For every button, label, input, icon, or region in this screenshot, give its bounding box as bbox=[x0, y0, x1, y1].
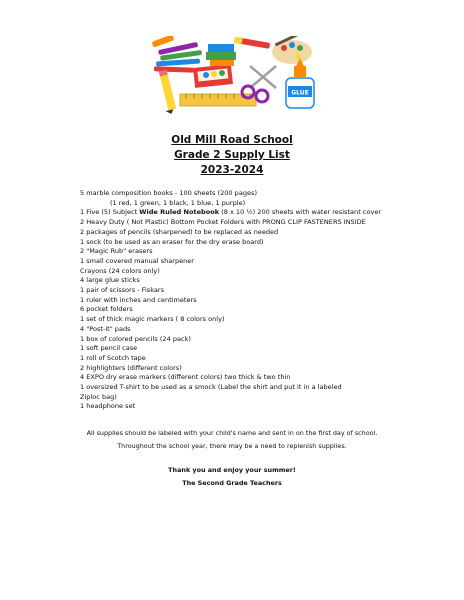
list-item: 1 soft pencil case bbox=[80, 344, 138, 353]
list-item: 4 large glue sticks bbox=[80, 276, 140, 285]
list-item: 2 Heavy Duty ( Not Plastic) Bottom Pocket Folders with PRONG CLIP FASTENERS INSIDE bbox=[80, 218, 366, 227]
pencil-icon bbox=[159, 70, 176, 114]
paint-palette-icon bbox=[272, 36, 312, 64]
list-item: 2 highlighters (different colors) bbox=[80, 363, 182, 372]
thank-you-line: Thank you and enjoy your summer! bbox=[168, 466, 296, 474]
list-item: 2 packages of pencils (sharpened) to be replaced as needed bbox=[80, 227, 279, 236]
crayons-icon bbox=[152, 36, 203, 73]
list-item: 1 small covered manual sharpener bbox=[80, 256, 195, 265]
signature-line: The Second Grade Teachers bbox=[182, 479, 282, 487]
supply-list bbox=[80, 189, 455, 412]
list-item: (1 red, 1 green, 1 black, 1 blue, 1 purple) bbox=[110, 198, 246, 207]
list-item: 1 sock (to be used as an eraser for the dry erase board) bbox=[80, 237, 264, 246]
glue-label: GLUE bbox=[291, 89, 309, 97]
paint-box-icon bbox=[193, 64, 233, 88]
glue-bottle-icon bbox=[286, 58, 314, 108]
bold-phrase: Wide Ruled Notebook bbox=[139, 208, 220, 217]
list-item: 6 pocket folders bbox=[80, 305, 133, 314]
scissors-icon bbox=[242, 66, 276, 102]
list-item: 1 oversized T-shirt to be used as a smock (Label the shirt and put it in a labeled bbox=[80, 383, 342, 392]
replenish-note: Throughout the school year, there may be a need to replenish supplies. bbox=[117, 442, 347, 450]
list-item: 1 pair of scissors - Fiskars bbox=[80, 286, 164, 295]
list-item: Ziploc bag) bbox=[80, 392, 117, 401]
list-item: 4 "Post-it" pads bbox=[80, 324, 131, 333]
label-note: All supplies should be labeled with your child's name and sent in on the first day of school. bbox=[86, 429, 378, 437]
list-item: 5 marble composition books - 100 sheets (200 pages) bbox=[80, 189, 257, 197]
school-name: Old Mill Road School bbox=[171, 134, 293, 146]
books-icon bbox=[206, 44, 236, 66]
marker-icon bbox=[234, 37, 270, 49]
school-supplies-clipart bbox=[150, 36, 318, 114]
list-item: 1 ruler with inches and centimeters bbox=[80, 295, 197, 304]
list-item: 1 box of colored pencils (24 pack) bbox=[80, 334, 191, 343]
school-year: 2023-2024 bbox=[200, 164, 264, 176]
list-item: 1 set of thick magic markers ( 8 colors only) bbox=[80, 315, 225, 324]
list-item: 4 EXPO dry erase markers (different colors) two thick & two thin bbox=[80, 373, 291, 382]
list-item: 2 "Magic Rub" erasers bbox=[80, 247, 153, 256]
list-item: 1 Five (5) Subject Wide Ruled Notebook (8 x 10 ½) 200 sheets with water resistant cover bbox=[80, 208, 382, 217]
list-title: Grade 2 Supply List bbox=[174, 149, 290, 161]
list-item: 1 headphone set bbox=[80, 402, 136, 411]
list-item: 1 roll of Scotch tape bbox=[80, 353, 146, 362]
list-item: Crayons (24 colors only) bbox=[80, 266, 160, 275]
